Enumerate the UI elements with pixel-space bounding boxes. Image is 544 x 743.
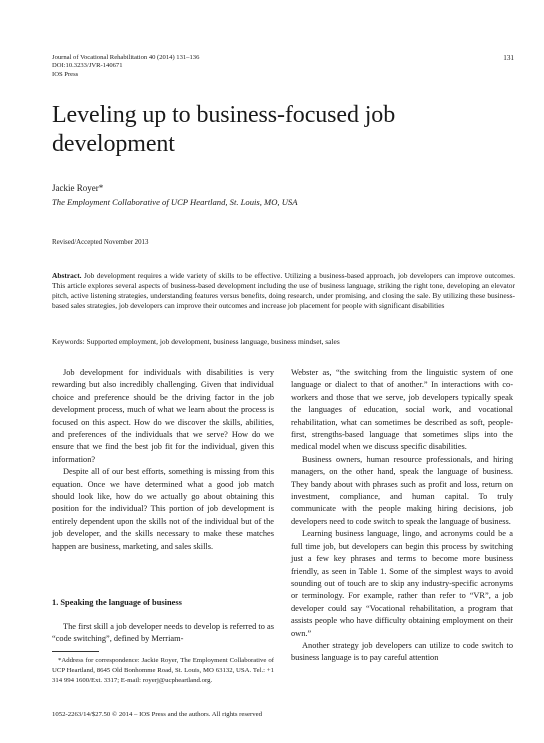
journal-publisher: IOS Press <box>52 70 79 78</box>
article-title: Leveling up to business-focused job development <box>52 102 396 157</box>
abstract <box>52 271 515 312</box>
section-body <box>52 621 274 646</box>
body-paragraph: Webster as, “the switching from the linguistic system of one language or dialect to that of another.” In interactions with co-workers and those that we serve, job developers typically speak the languages of education, social work, and vocational rehabilitation, what can sometimes be described as soft, people-first, strengths-based language that sometimes slips into the medical model when we discuss specific disabilities. <box>291 368 513 452</box>
abstract-text: Job development requires a wide variety of skills to be effective. Utilizing a business-based approach, job developers can improve outcomes. This article explores several aspects of business-based development including the use of business language, striking the right tone, developing an elevator pitch, active listening strategies, understanding features versus benefits, doing research, under promising, and closing the sale. By utilizing these business-based sales strategies, job developers can improve their outcomes and increase job placement for people with significant disabilities <box>52 271 515 311</box>
author-affiliation: The Employment Collaborative of UCP Heartland, St. Louis, MO, USA <box>52 197 298 207</box>
journal-citation: Journal of Vocational Rehabilitation 40 (2014) 131–136 <box>52 54 200 61</box>
author-name: Jackie Royer* <box>52 183 104 193</box>
page-number: 131 <box>503 54 514 62</box>
body-paragraph: Another strategy job developers can utilize to code switch to business language is to pay careful attention <box>291 640 513 663</box>
body-paragraph: Business owners, human resource professionals, and hiring managers, on the other hand, speak the language of business. They bandy about with phrases such as profit and loss, return on investment, compliance, and human capital. To truly communicate with the people making hiring decisions, job developers need to code switch to speak the language of business. <box>291 454 513 526</box>
keywords: Keywords: Supported employment, job development, business language, business mindset, sales <box>52 337 340 346</box>
left-column <box>52 367 274 553</box>
body-paragraph: Learning business language, lingo, and acronyms could be a full time job, but developers can begin this process by switching just a few key phrases and terms to become more business friendly, as seen in Table 1. Some of the simplest ways to avoid sounding out of touch are to skip any industry-specific acronyms or terminology. For example, rather than refer to “VR”, a job developer could say “Vocational rehabilitation, a program that assists people who have difficulty obtaining employment on their own.” <box>291 529 513 638</box>
body-paragraph: Job development for individuals with disabilities is very rewarding but also incredibly challenging. Given that individual choice and preference should be the driving factor in the job development process, much of what we learn about the process is focused on this aspect. How do we discover the skills, abilities, and preferences of the individuals that we serve? How do we ensure that we find the best job fit for the individual, given this information? <box>52 368 274 464</box>
body-paragraph: The first skill a job developer needs to develop is referred to as “code switching”, defined by Merriam- <box>52 622 274 644</box>
revised-date: Revised/Accepted November 2013 <box>52 239 149 246</box>
footnote-divider <box>52 651 99 652</box>
copyright-line: 1052-2263/14/$27.50 © 2014 – IOS Press and the authors. All rights reserved <box>52 711 263 718</box>
section-heading: 1. Speaking the language of business <box>52 598 182 607</box>
abstract-label: Abstract. <box>52 271 82 280</box>
right-column <box>291 367 513 665</box>
body-paragraph: Despite all of our best efforts, something is missing from this equation. Once we have determined what a good job match should look like, how do we actually go about obtaining this position for the individual? This portion of job development is entirely dependent upon the skills not of the individual but of the job developer, and the skills necessary to make these matches happen are business, marketing, and sales skills. <box>52 467 274 551</box>
journal-info <box>52 54 199 79</box>
footnote: *Address for correspondence: Jackie Royer, The Employment Collaborative of UCP Heartland, 8645 Old Bonhomme Road, St. Louis, MO 63132, USA. Tel.: +1 314 994 1600/Ext. 3317; E-mail: royerj@ucpheartland.org. <box>52 657 274 685</box>
journal-doi: DOI:10.3233/JVR-140671 <box>52 62 123 70</box>
